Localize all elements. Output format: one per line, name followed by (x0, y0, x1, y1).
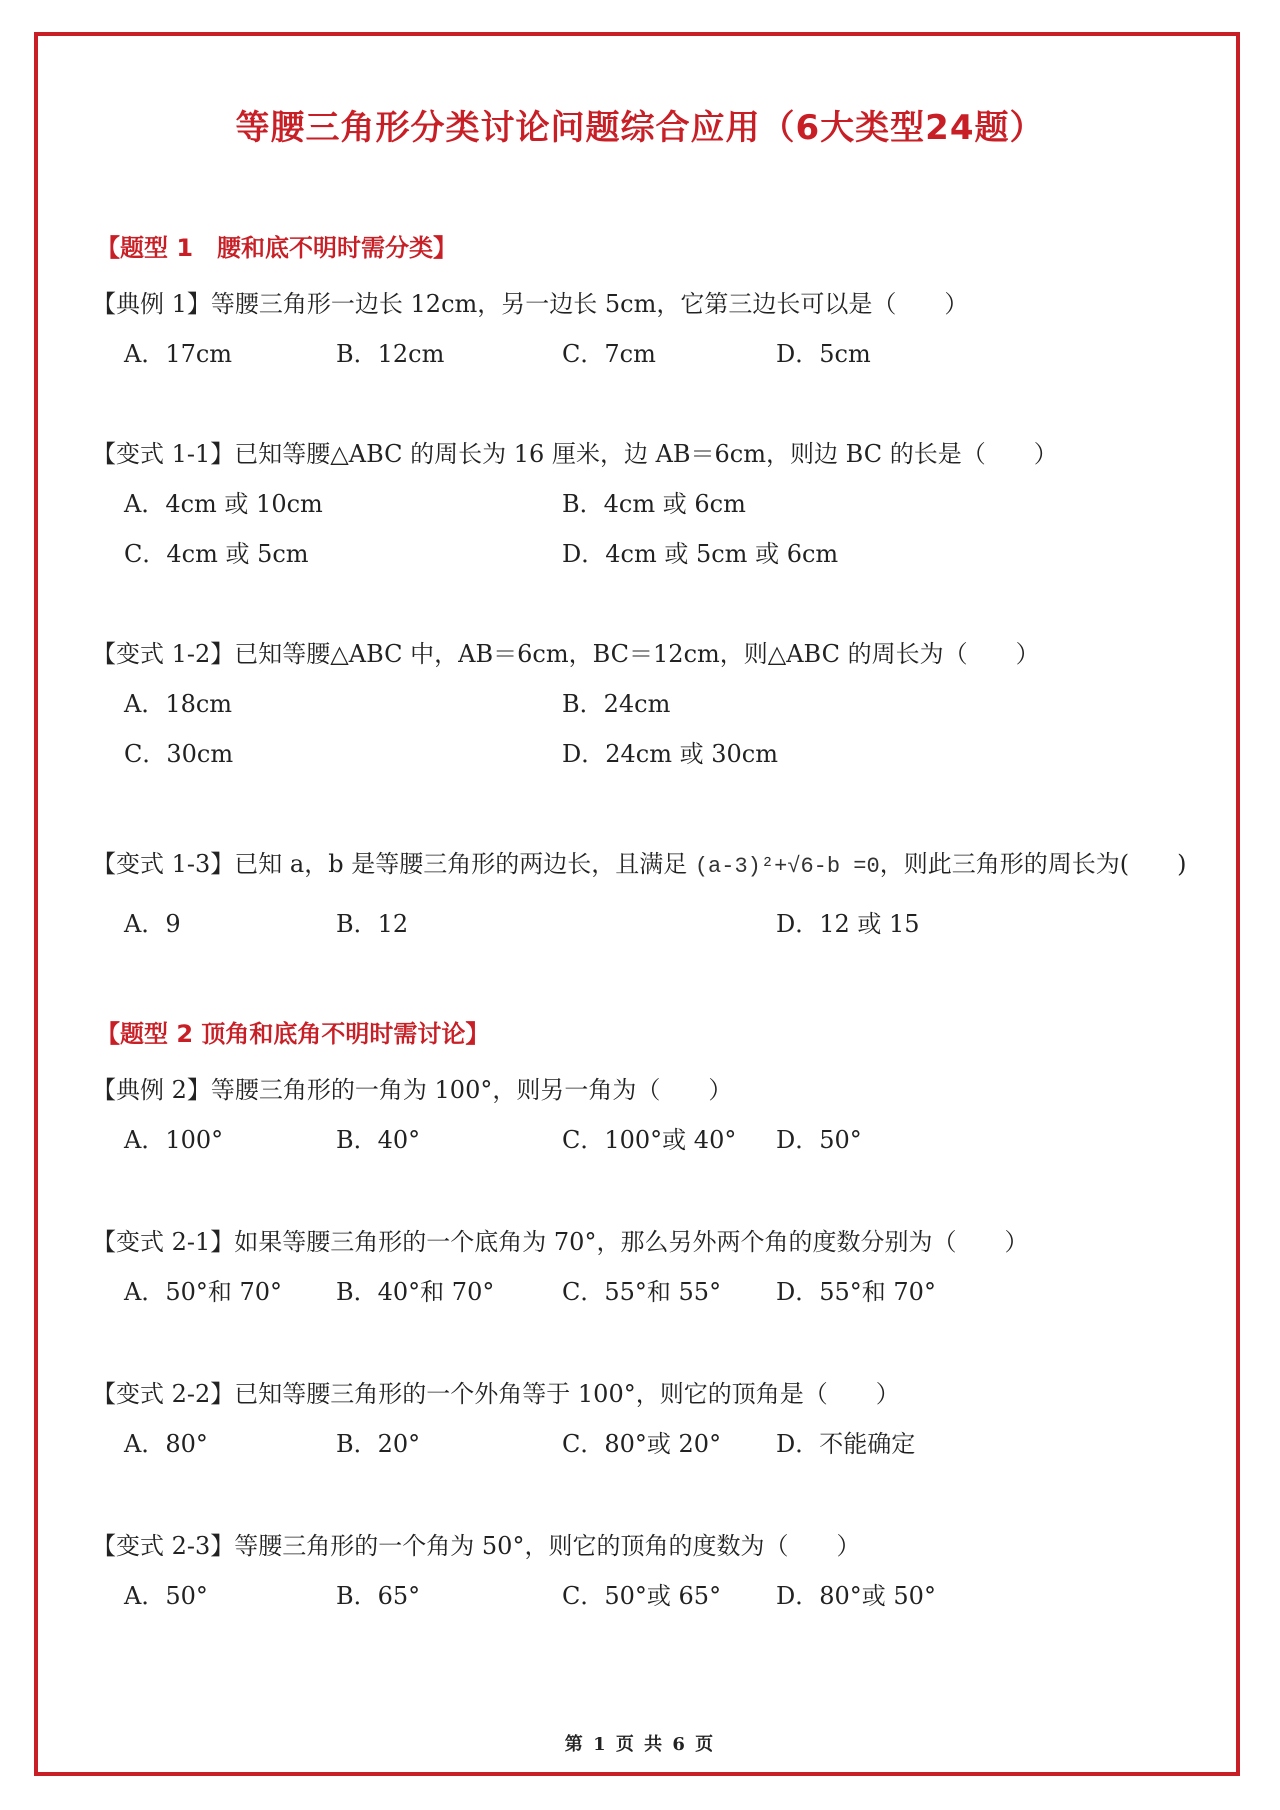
question-variant-1-1 (92, 434, 1058, 469)
option-d[interactable]: D．5cm (776, 340, 871, 368)
options-variant-2-1 (124, 1272, 1184, 1306)
option-d[interactable]: D．80°或 50° (776, 1582, 936, 1610)
question-label: 【典例 2】 (92, 1076, 211, 1104)
option-c[interactable]: C．7cm (562, 340, 656, 368)
options-example-1 (124, 334, 1184, 368)
option-c[interactable]: C．30cm (124, 740, 234, 768)
question-variant-1-2 (92, 634, 1040, 669)
option-c[interactable]: C．4cm 或 5cm (124, 540, 309, 568)
question-text: 如果等腰三角形的一个底角为 70°，那么另外两个角的度数分别为（ ） (234, 1228, 1029, 1256)
question-text: 等腰三角形的一个角为 50°，则它的顶角的度数为（ ） (234, 1532, 861, 1560)
page-title: 等腰三角形分类讨论问题综合应用（6大类型24题） (235, 108, 1045, 148)
options-variant-1-2-row1 (124, 684, 1184, 718)
question-text: 已知等腰△ABC 中，AB＝6cm，BC＝12cm，则△ABC 的周长为（ ） (234, 640, 1040, 668)
options-variant-2-3 (124, 1576, 1184, 1610)
option-b[interactable]: B．12cm (336, 340, 445, 368)
question-variant-2-2 (92, 1374, 900, 1409)
question-variant-2-3 (92, 1526, 860, 1561)
math-formula: (a-3)²+√6-b =0 (694, 854, 880, 879)
option-b[interactable]: B．40° (336, 1126, 421, 1154)
options-example-2 (124, 1120, 1184, 1154)
question-label: 【典例 1】 (92, 290, 211, 318)
option-a[interactable]: A．50°和 70° (124, 1278, 283, 1306)
option-b[interactable]: B．40°和 70° (336, 1278, 495, 1306)
question-text: 等腰三角形的一角为 100°，则另一角为（ ） (210, 1076, 733, 1104)
option-d[interactable]: D．55°和 70° (776, 1278, 936, 1306)
options-variant-1-2-row2 (124, 734, 1184, 768)
question-variant-1-3 (92, 844, 1186, 879)
question-example-1 (92, 284, 968, 319)
question-example-2 (92, 1070, 732, 1105)
question-text: 已知等腰△ABC 的周长为 16 厘米，边 AB＝6cm，则边 BC 的长是（ ） (234, 440, 1058, 468)
question-label: 【变式 1-2】 (92, 640, 235, 668)
option-a[interactable]: A．50° (124, 1582, 208, 1610)
options-variant-2-2 (124, 1424, 1184, 1458)
question-label: 【变式 2-1】 (92, 1228, 235, 1256)
question-label: 【变式 2-3】 (92, 1532, 235, 1560)
option-b[interactable]: B．12 (336, 910, 409, 938)
option-c[interactable]: C．55°和 55° (562, 1278, 722, 1306)
options-variant-1-1-row1 (124, 484, 1184, 518)
section-heading-1: 【题型 1 腰和底不明时需分类】 (96, 234, 458, 262)
option-d[interactable]: D．12 或 15 (776, 910, 920, 938)
option-b[interactable]: B．65° (336, 1582, 421, 1610)
section-heading-2: 【题型 2 顶角和底角不明时需讨论】 (96, 1020, 490, 1048)
question-label: 【变式 1-1】 (92, 440, 235, 468)
question-label: 【变式 2-2】 (92, 1380, 235, 1408)
option-c[interactable]: C．80°或 20° (562, 1430, 722, 1458)
option-b[interactable]: B．4cm 或 6cm (562, 490, 746, 518)
option-a[interactable]: A．17cm (124, 340, 233, 368)
question-label: 【变式 1-3】 (92, 850, 235, 878)
option-d[interactable]: D．24cm 或 30cm (562, 740, 778, 768)
option-c[interactable]: C．50°或 65° (562, 1582, 722, 1610)
question-text: 已知等腰三角形的一个外角等于 100°，则它的顶角是（ ） (234, 1380, 900, 1408)
option-a[interactable]: A．18cm (124, 690, 233, 718)
option-a[interactable]: A．80° (124, 1430, 208, 1458)
question-variant-2-1 (92, 1222, 1028, 1257)
question-text-before: 已知 a，b 是等腰三角形的两边长，且满足 (234, 850, 688, 878)
page-footer: 第 1 页 共 6 页 (564, 1734, 716, 1755)
option-a[interactable]: A．9 (124, 910, 181, 938)
option-b[interactable]: B．20° (336, 1430, 421, 1458)
option-a[interactable]: A．4cm 或 10cm (124, 490, 323, 518)
option-a[interactable]: A．100° (124, 1126, 224, 1154)
option-c[interactable]: C．100°或 40° (562, 1126, 737, 1154)
option-d[interactable]: D．不能确定 (776, 1430, 916, 1458)
option-d[interactable]: D．50° (776, 1126, 862, 1154)
option-d[interactable]: D．4cm 或 5cm 或 6cm (562, 540, 839, 568)
options-variant-1-1-row2 (124, 534, 1184, 568)
question-text: 等腰三角形一边长 12cm，另一边长 5cm，它第三边长可以是（ ） (210, 290, 969, 318)
question-text-after: ，则此三角形的周长为( ) (879, 850, 1187, 878)
options-variant-1-3 (124, 904, 1184, 938)
option-b[interactable]: B．24cm (562, 690, 671, 718)
